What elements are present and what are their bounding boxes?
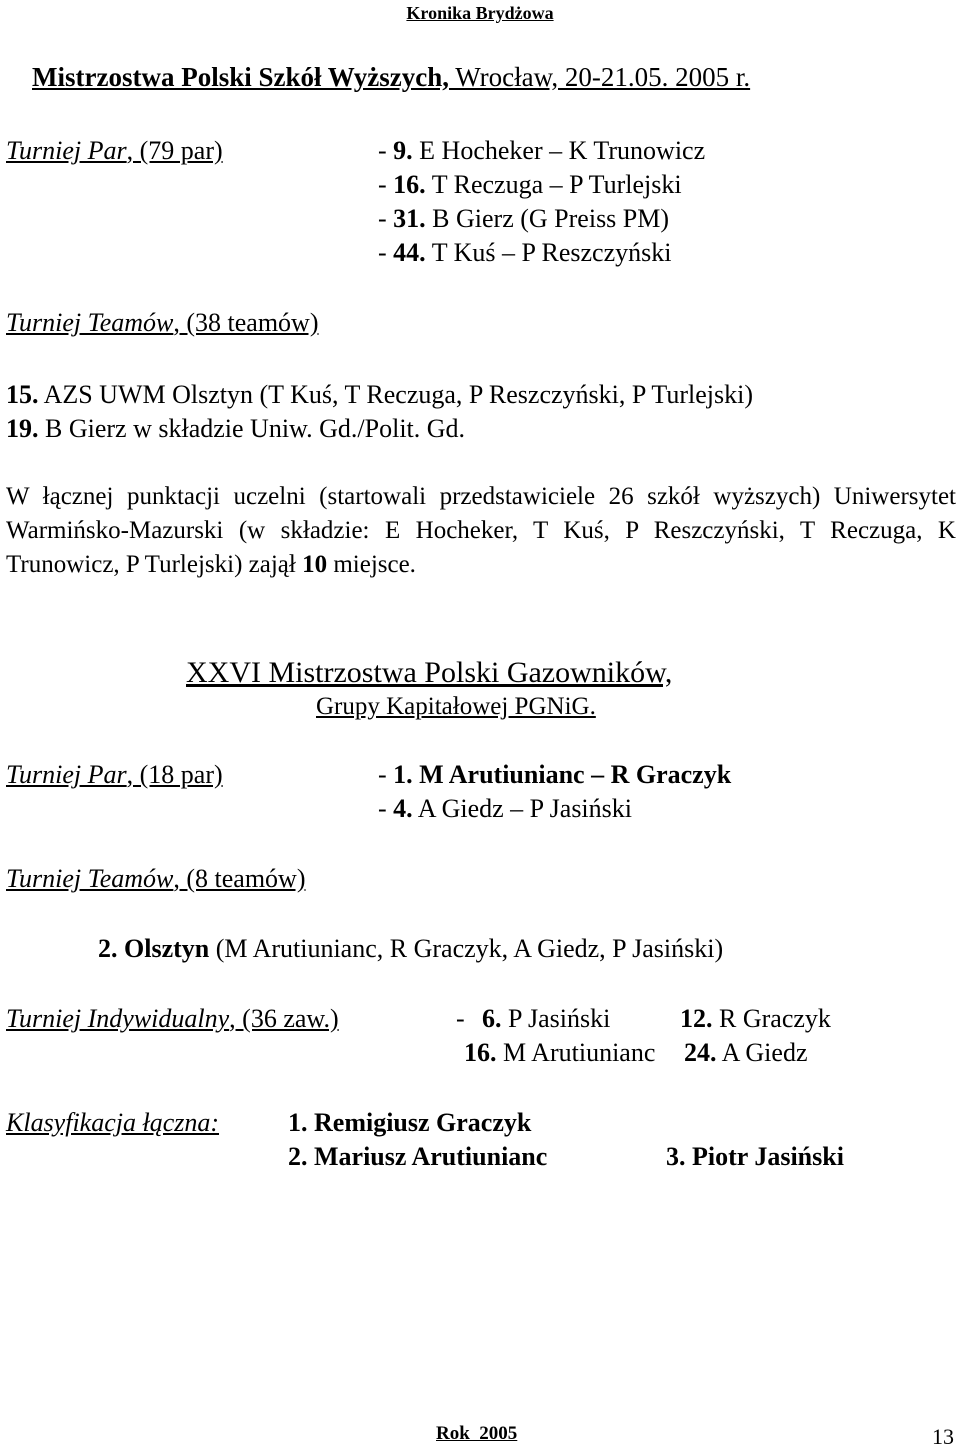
overall-result: 1. Remigiusz Graczyk (288, 1108, 532, 1137)
section2-teams-result: 2. Olsztyn (M Arutiunianc, R Graczyk, A Giedz, P Jasiński) (98, 934, 724, 963)
section2-individual-result: 16. M Arutiunianc (464, 1038, 656, 1067)
section2-individual-result: 6. P Jasiński (482, 1004, 611, 1033)
section1-teams-result: 15. AZS UWM Olsztyn (T Kuś, T Reczuga, P Reszczyński, P Turlejski) (6, 380, 754, 409)
section1-paragraph: W łącznej punktacji uczelni (startowali przedstawiciele 26 szkół wyższych) Uniwersytet Warmińsko-Mazurski (w składzie: E Hocheker, T Kuś, P Reszczyński, T Reczuga, K Trunowicz, P Turlejski) zajął 10 miejsce. (6, 483, 956, 578)
section2-title: XXVI Mistrzostwa Polski Gazowników, (186, 656, 673, 689)
section2-teams-label: Turniej Teamów, (8 teamów) (6, 864, 306, 893)
section1-teams-label: Turniej Teamów, (38 teamów) (6, 308, 319, 337)
section2-subtitle: Grupy Kapitałowej PGNiG. (316, 693, 596, 720)
section1-pairs-label: Turniej Par, (79 par) (6, 136, 223, 165)
footer-year: Rok 2005 (436, 1423, 518, 1444)
section1-title: Mistrzostwa Polski Szkół Wyższych, Wrocław, 20-21.05. 2005 r. (32, 62, 751, 92)
overall-label: Klasyfikacja łączna: (6, 1108, 220, 1137)
section2-individual-result: 24. A Giedz (684, 1038, 808, 1067)
section1-pairs-result: - 9. E Hocheker – K Trunowicz (378, 136, 706, 165)
section1-pairs-result: - 16. T Reczuga – P Turlejski (378, 170, 682, 199)
section2-pairs-result: - 1. M Arutiunianc – R Graczyk (378, 760, 732, 789)
section2-individual-label: Turniej Indywidualny, (36 zaw.) (6, 1004, 339, 1033)
section1-teams-result: 19. B Gierz w składzie Uniw. Gd./Polit. Gd. (6, 414, 466, 443)
section1-pairs-result: - 31. B Gierz (G Preiss PM) (378, 204, 670, 233)
overall-result: 2. Mariusz Arutiunianc (288, 1142, 548, 1171)
section2-individual-result: 12. R Graczyk (680, 1004, 831, 1033)
section1-pairs-result: - 44. T Kuś – P Reszczyński (378, 238, 672, 267)
page-number: 13 (932, 1424, 954, 1449)
overall-result: 3. Piotr Jasiński (666, 1142, 844, 1171)
header-title: Kronika Brydżowa (406, 3, 554, 23)
section2-pairs-label: Turniej Par, (18 par) (6, 760, 223, 789)
section2-pairs-result: - 4. A Giedz – P Jasiński (378, 794, 632, 823)
section2-individual-dash: - (456, 1004, 465, 1033)
